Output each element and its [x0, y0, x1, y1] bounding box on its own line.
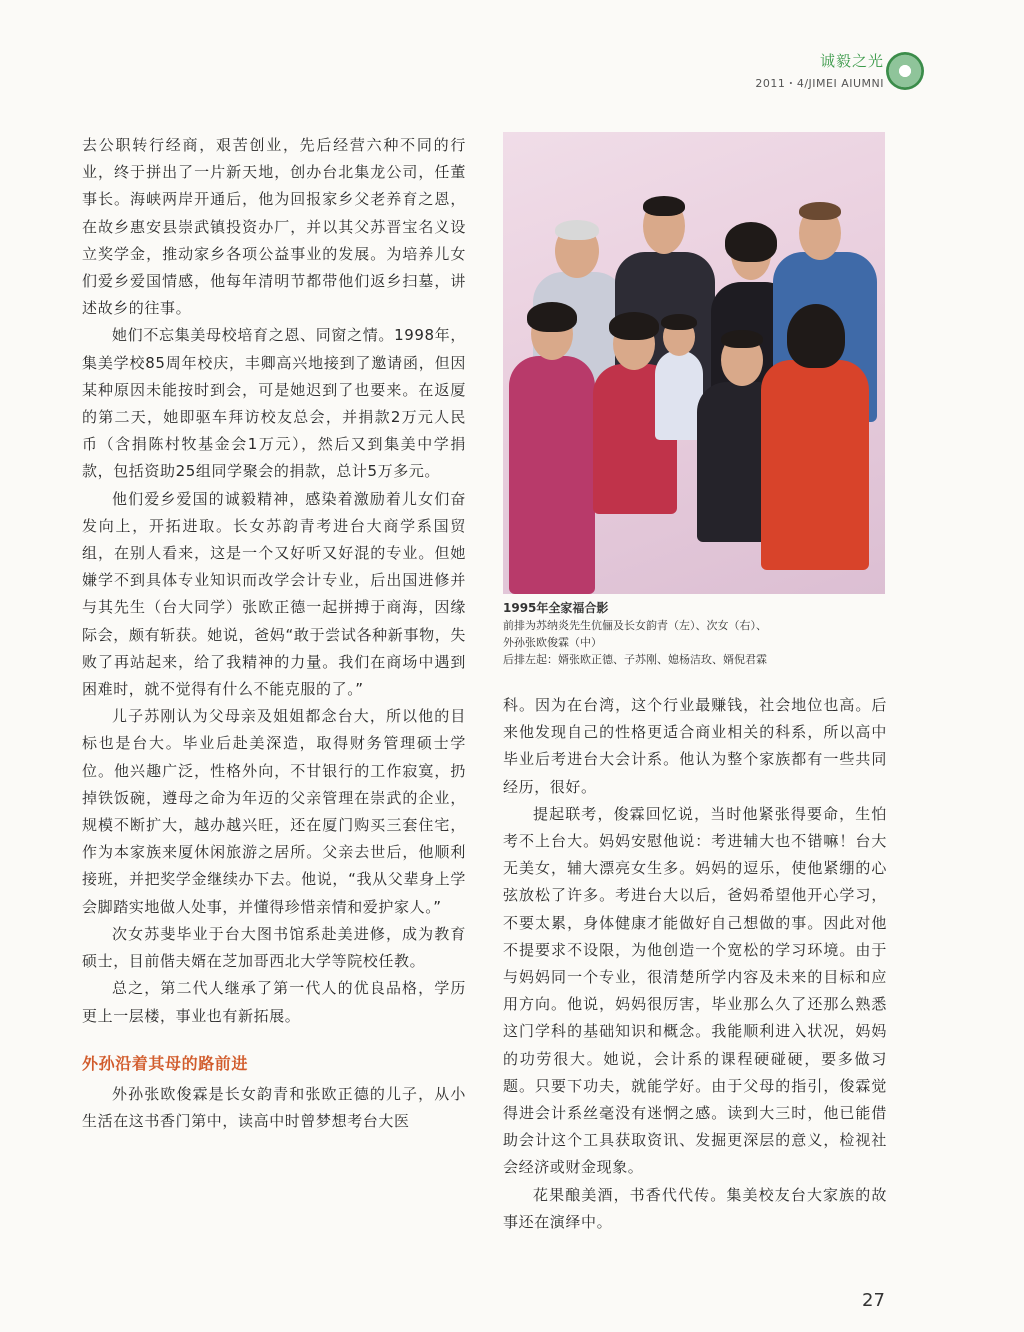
caption-title: 1995年全家福合影: [503, 601, 609, 615]
paragraph: 次女苏斐毕业于台大图书馆系赴美进修，成为教育硕士，目前偕夫婿在芝加哥西北大学等院校任教。: [82, 924, 466, 971]
paragraph: 花果酿美酒，书香代代传。集美校友台大家族的故事还在演绎中。: [503, 1185, 887, 1231]
page-header: [755, 50, 884, 91]
paragraph: 外孙张欧俊霖是长女韵青和张欧正德的儿子，从小生活在这书香门第中，读高中时曾梦想考台大医: [82, 1084, 466, 1131]
paragraph: 总之，第二代人继承了第一代人的优良品格，学历更上一层楼，事业也有新拓展。: [82, 979, 466, 1025]
right-column: [503, 692, 887, 1236]
paragraph: 儿子苏刚认为父母亲及姐姐都念台大，所以他的目标也是台大。毕业后赴美深造，取得财务管理硕士学位。他兴趣广泛，性格外向，不甘银行的工作寂寞，扔掉铁饭碗，遵母之命为年迈的父亲管理在崇武的企业，规模不断扩大，越办越兴旺，还在厦门购买三套住宅，作为本家族来厦休闲旅游之居所。父亲去世后，他顺利接班，并把奖学金继续办下去。他说，“我从父辈身上学会脚踏实地做人处事，并懂得珍惜亲情和爱护家人。”: [82, 707, 466, 916]
section-title: 诚毅之光: [819, 52, 884, 70]
magazine-logo-icon: [886, 52, 924, 90]
family-photo: [503, 132, 885, 594]
caption-line: 外孙张欧俊霖（中）: [503, 636, 602, 649]
issue-label: 2011・4/JIMEI AIUMNI: [755, 77, 884, 90]
paragraph: 去公职转行经商，艰苦创业，先后经营六种不同的行业，终于拼出了一片新天地，创办台北集龙公司，任董事长。海峡两岸开通后，他为回报家乡父老养育之恩，在故乡惠安县崇武镇投资办厂，并以其父苏晋宝名义设立奖学金，推动家乡各项公益事业的发展。为培养儿女们爱乡爱国情感，他每年清明节都带他们返乡扫墓，讲述故乡的往事。: [82, 136, 466, 318]
paragraph: 科。因为在台湾，这个行业最赚钱，社会地位也高。后来他发现自己的性格更适合商业相关的科系，所以高中毕业后考进台大会计系。他认为整个家族都有一些共同经历，很好。: [503, 696, 887, 796]
page-number: 27: [862, 1290, 885, 1311]
caption-line: 后排左起：婿张欧正德、子苏刚、媳杨洁玫、婿倪君霖: [503, 653, 767, 666]
paragraph: 他们爱乡爱国的诚毅精神，感染着激励着儿女们奋发向上，开拓进取。长女苏韵青考进台大商学系国贸组，在别人看来，这是一个又好听又好混的专业。但她嫌学不到具体专业知识而改学会计专业，后出国进修并与其先生（台大同学）张欧正德一起拼搏于商海，因缘际会，颇有斩获。她说，爸妈“敢于尝试各种新事物，失败了再站起来，给了我精神的力量。我们在商场中遇到困难时，就不觉得有什么不能克服的了。”: [82, 489, 466, 699]
caption-line: 前排为苏纳炎先生伉俪及长女韵青（左）、次女（右）、: [503, 619, 767, 632]
paragraph: 提起联考，俊霖回忆说，当时他紧张得要命，生怕考不上台大。妈妈安慰他说：考进辅大也不错嘛！台大无美女，辅大漂亮女生多。妈妈的逗乐，使他紧绷的心弦放松了许多。考进台大以后，爸妈希望他开心学习，不要太累，身体健康才能做好自己想做的事。因此对他不提要求不设限，为他创造一个宽松的学习环境。由于与妈妈同一个专业，很清楚所学内容及未来的目标和应用方向。他说，妈妈很厉害，毕业那么久了还那么熟悉这门学科的基础知识和概念。我能顺利进入状况，妈妈的功劳很大。她说，会计系的课程硬碰硬，要多做习题。只要下功夫，就能学好。由于父母的指引，俊霖觉得进会计系丝毫没有迷惘之感。读到大三时，他已能借助会计这个工具获取资讯、发掘更深层的意义，检视社会经济或财金现象。: [503, 804, 887, 1177]
photo-caption: [503, 600, 887, 668]
paragraph: 她们不忘集美母校培育之恩、同窗之情。1998年，集美学校85周年校庆，丰卿高兴地接到了邀请函，但因某种原因未能按时到会，可是她迟到了也要来。在返厦的第二天，她即驱车拜访校友总会，并捐款2万元人民币（含捐陈村牧基金会1万元），然后又到集美中学捐款，包括资助25组同学聚会的捐款，总计5万多元。: [82, 326, 466, 481]
section-heading: 外孙沿着其母的路前进: [82, 1053, 249, 1073]
left-column: [82, 132, 466, 1135]
